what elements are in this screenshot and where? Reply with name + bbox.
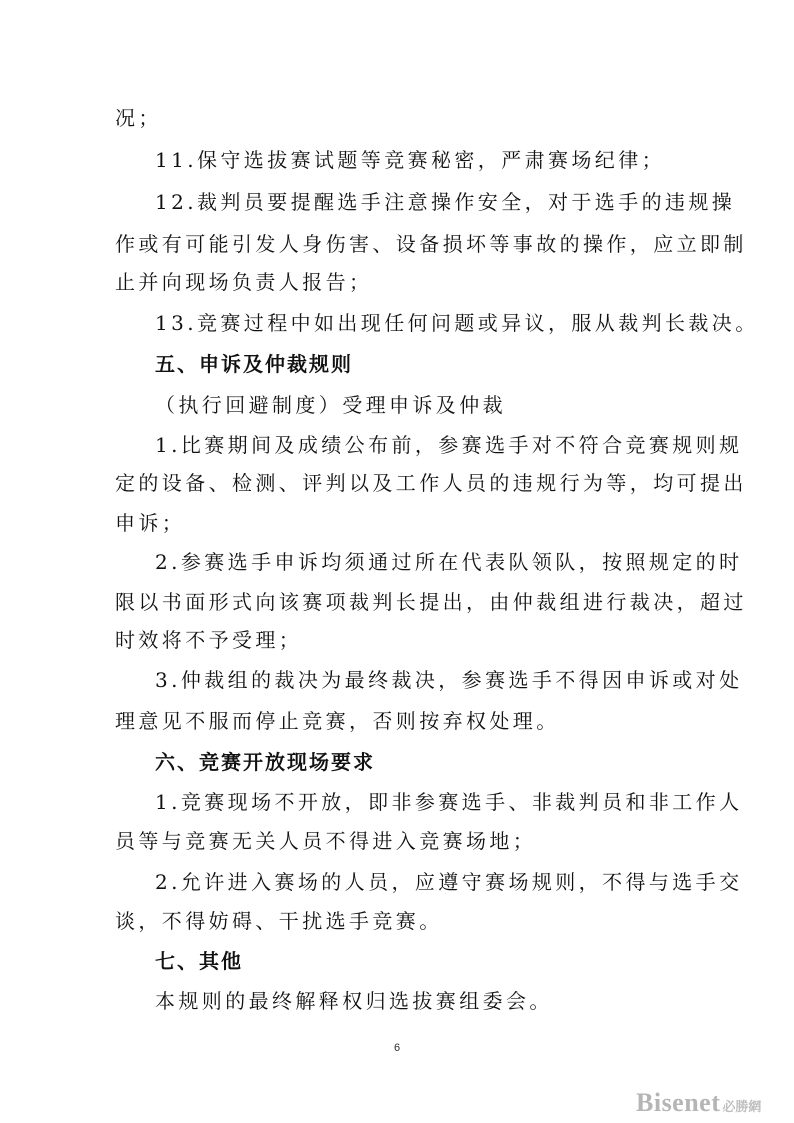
text-line: （执行回避制度）受理申诉及仲裁 bbox=[155, 393, 506, 417]
watermark-logo bbox=[636, 1088, 761, 1116]
text-line: 1.竞赛现场不开放，即非参赛选手、非裁判员和非工作人 bbox=[155, 790, 743, 814]
text-line: 作或有可能引发人身伤害、设备损坏等事故的操作，应立即制 bbox=[115, 232, 747, 256]
watermark-brand: Bisenet bbox=[636, 1088, 721, 1117]
section-heading: 五、申诉及仲裁规则 bbox=[155, 352, 353, 376]
text-line: 员等与竞赛无关人员不得进入竞赛场地； bbox=[115, 829, 537, 853]
text-line: 申诉； bbox=[115, 511, 186, 535]
text-line: 13.竞赛过程中如出现任何问题或异议，服从裁判长裁决。 bbox=[155, 311, 759, 335]
text-line: 谈，不得妨碍、干扰选手竞赛。 bbox=[115, 909, 443, 933]
page-number: 6 bbox=[393, 1042, 401, 1054]
text-line: 止并向现场负责人报告； bbox=[115, 270, 373, 294]
section-heading: 六、竞赛开放现场要求 bbox=[155, 750, 375, 774]
text-line: 2.允许进入赛场的人员，应遵守赛场规则，不得与选手交 bbox=[155, 870, 743, 894]
text-line: 本规则的最终解释权归选拔赛组委会。 bbox=[155, 989, 553, 1013]
text-line: 2.参赛选手申诉均须通过所在代表队领队，按照规定的时 bbox=[155, 550, 743, 574]
text-line: 定的设备、检测、评判以及工作人员的违规行为等，均可提出 bbox=[115, 471, 747, 495]
section-heading: 七、其他 bbox=[155, 949, 243, 973]
text-line: 况； bbox=[115, 106, 162, 130]
text-line: 3.仲裁组的裁决为最终裁决，参赛选手不得因申诉或对处 bbox=[155, 668, 743, 692]
text-line: 12.裁判员要提醒选手注意操作安全，对于选手的违规操 bbox=[155, 190, 736, 214]
text-line: 11.保守选拔赛试题等竞赛秘密，严肃赛场纪律； bbox=[155, 148, 666, 172]
watermark-subtitle: 必勝網 bbox=[722, 1100, 762, 1115]
text-line: 时效将不予受理； bbox=[115, 628, 303, 652]
text-line: 1.比赛期间及成绩公布前，参赛选手对不符合竞赛规则规 bbox=[155, 433, 743, 457]
text-line: 限以书面形式向该赛项裁判长提出，由仲裁组进行裁决，超过 bbox=[115, 590, 747, 614]
text-line: 理意见不服而停止竞赛，否则按弃权处理。 bbox=[115, 709, 560, 733]
